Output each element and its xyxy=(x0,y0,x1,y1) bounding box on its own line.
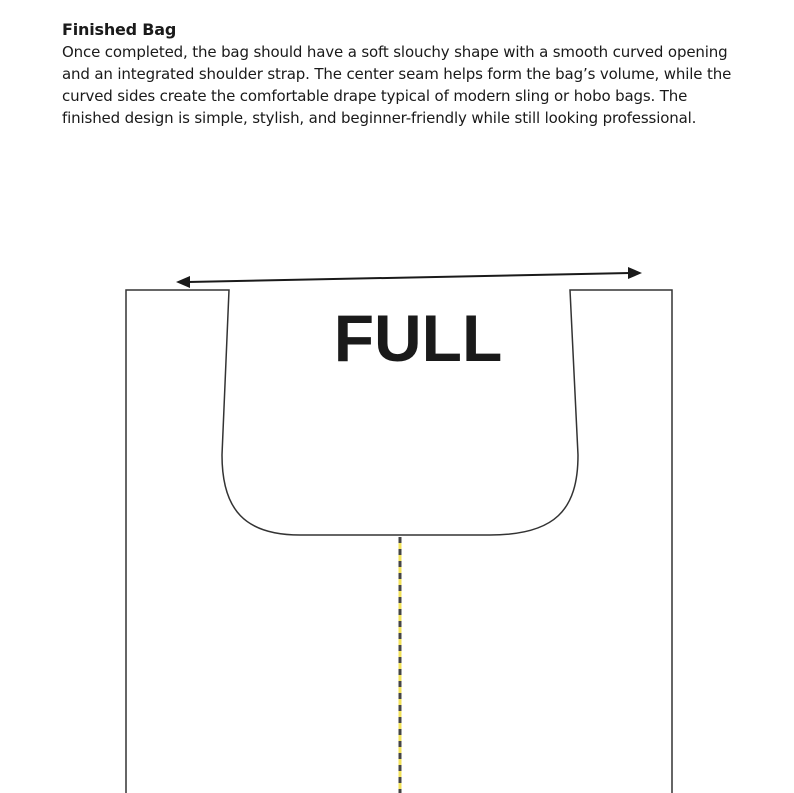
width-arrow xyxy=(176,267,642,288)
arrow-head-left-icon xyxy=(176,276,190,288)
arrow-head-right-icon xyxy=(628,267,642,279)
section-heading: Finished Bag xyxy=(62,20,177,39)
section-paragraph: Once completed, the bag should have a soft slouchy shape with a smooth curved opening and an integrated shoulder strap. The center seam helps form the bag’s volume, while the curved sides create the comfortable drape typical of modern sling or hobo bags. The finished design is simple, stylish, and beginner-friendly while still looking professional. xyxy=(62,43,732,127)
diagram-label-full: FULL xyxy=(333,301,503,375)
